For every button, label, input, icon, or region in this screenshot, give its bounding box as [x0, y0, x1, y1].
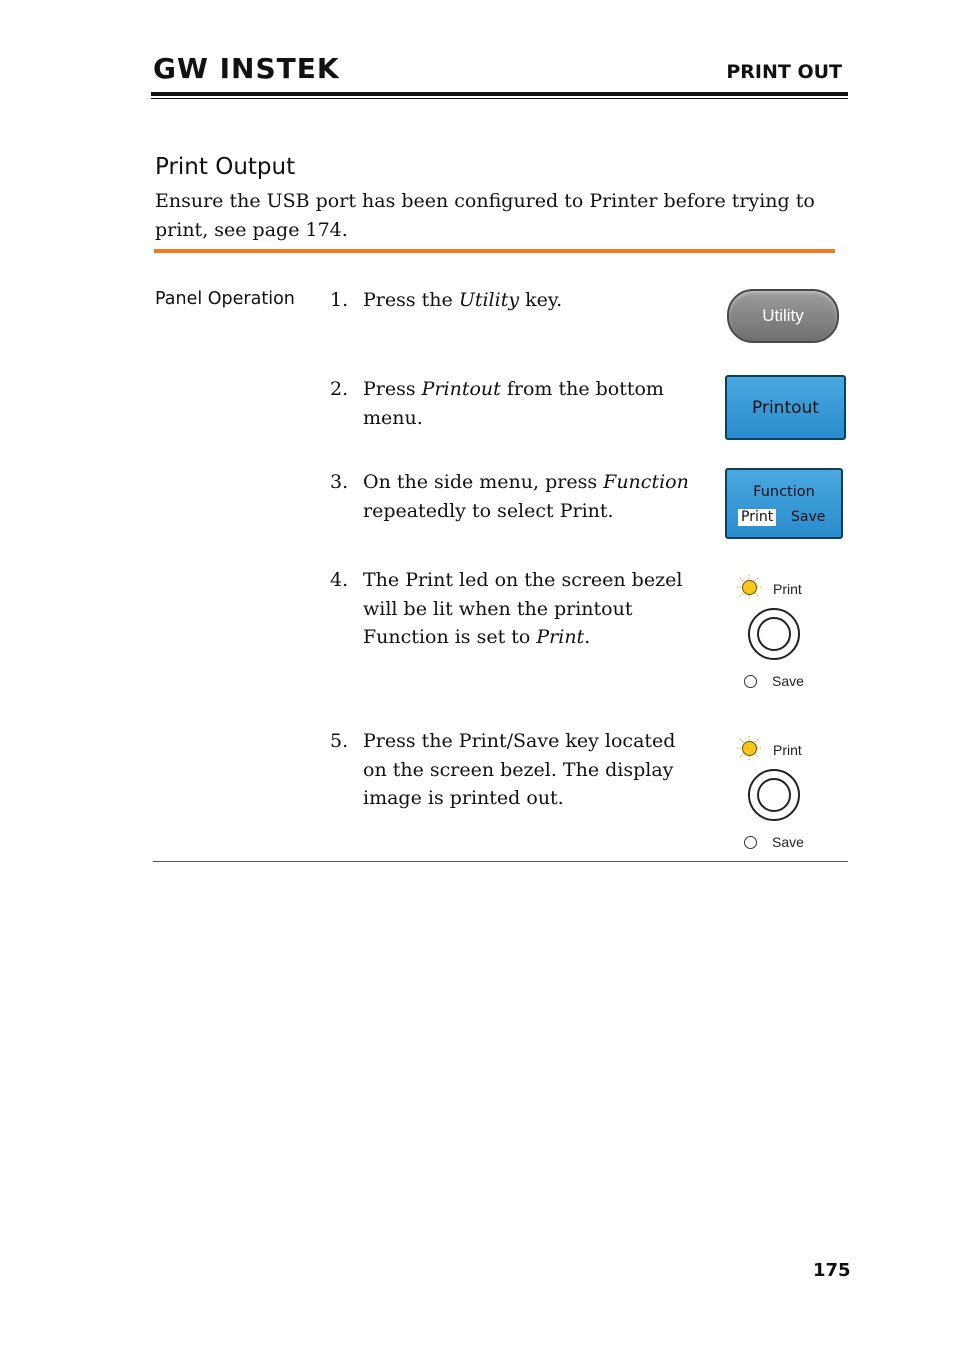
- save-led-icon: [744, 836, 757, 849]
- step-text: The Print led on the screen bezel will be lit when the printout Function is set to Print.: [363, 569, 683, 648]
- function-side-menu-button[interactable]: [725, 468, 843, 539]
- print-save-bezel: [729, 732, 849, 852]
- step-text: Press the Utility key.: [363, 289, 563, 311]
- header-divider-thin: [151, 98, 848, 99]
- print-led-icon: [742, 580, 757, 595]
- step-number: 5.: [330, 730, 349, 752]
- step-number: 4.: [330, 569, 349, 591]
- print-save-bezel: [729, 571, 849, 691]
- page-heading: Print Output: [155, 154, 296, 180]
- step-number: 3.: [330, 471, 349, 493]
- printout-menu-button[interactable]: [725, 375, 846, 440]
- section-title: PRINT OUT: [726, 61, 842, 83]
- brand-logo: GW INSTEK: [153, 52, 340, 85]
- print-save-key[interactable]: [748, 608, 800, 660]
- table-bottom-divider: [153, 861, 848, 862]
- print-led-label: Print: [773, 581, 802, 597]
- utility-key-label: Utility: [762, 306, 804, 325]
- step-number: 1.: [330, 289, 349, 311]
- function-option-print-selected: Print: [738, 509, 776, 526]
- page-number: 175: [813, 1260, 851, 1281]
- save-led-label: Save: [772, 673, 804, 689]
- step-text: Press the Print/Save key located on the screen bezel. The display image is printed out.: [363, 730, 676, 809]
- panel-operation-label: Panel Operation: [155, 289, 295, 309]
- printout-label: Printout: [752, 397, 819, 418]
- step-text: Press Printout from the bottom menu.: [363, 378, 664, 429]
- step-text: On the side menu, press Function repeatedly to select Print.: [363, 471, 689, 522]
- function-label: Function: [753, 484, 815, 500]
- intro-paragraph: Ensure the USB port has been configured to Printer before trying to print, see page 174.: [155, 190, 815, 241]
- function-option-save: Save: [791, 509, 826, 525]
- utility-key[interactable]: [727, 289, 839, 343]
- save-led-icon: [744, 675, 757, 688]
- print-save-key[interactable]: [748, 769, 800, 821]
- step-number: 2.: [330, 378, 349, 400]
- print-led-icon: [742, 741, 757, 756]
- header-divider: [151, 92, 848, 96]
- print-led-label: Print: [773, 742, 802, 758]
- accent-divider: [154, 249, 835, 253]
- save-led-label: Save: [772, 834, 804, 850]
